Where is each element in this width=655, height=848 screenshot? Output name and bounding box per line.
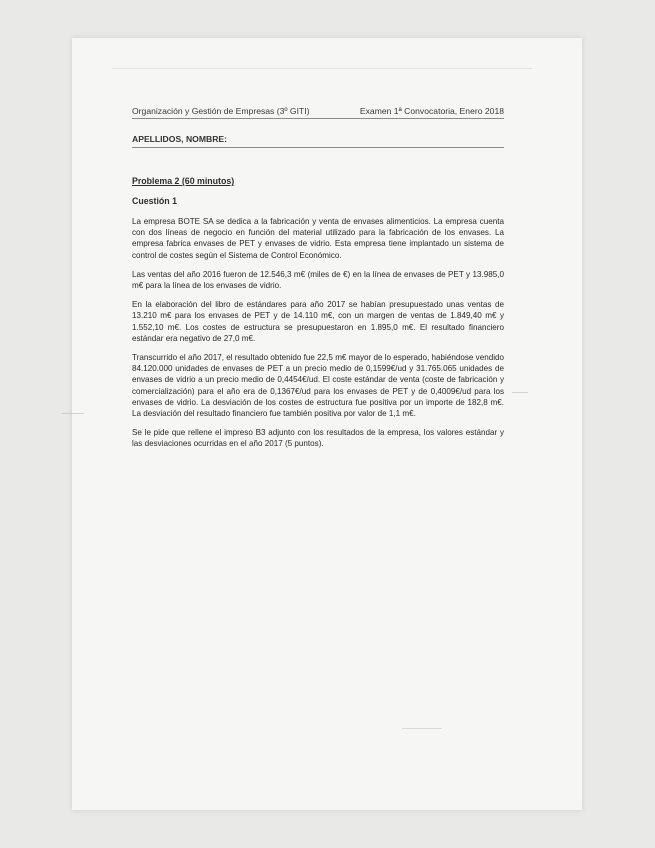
paragraph-results-2017: Transcurrido el año 2017, el resultado obtenido fue 22,5 m€ mayor de lo esperado, habiéndose vendido 84.120.000 unidades de envases de PET a un precio medio de 0,1599€/ud y 31.765.065 unidades de envases de vidrio a un precio medio de 0,4454€/ud. El coste estándar de venta (coste de fabricación y comercialización) para el año era de 0,1367€/ud para los envases de PET y de 0,4009€/ud para los envases de vidrio. La desviación de los costes de estructura fue positiva por un importe de 182,8 m€. La desviación del resultado financiero fue también positiva por valor de 1,1 m€. (132, 353, 504, 419)
scan-artifact-top (112, 68, 532, 69)
exam-session: Examen 1ª Convocatoria, Enero 2018 (359, 106, 504, 116)
paragraph-company: La empresa BOTE SA se dedica a la fabricación y venta de envases alimenticios. La empresa cuenta con dos líneas de negocio en función del material utilizado para la fabricación de los envases. La empresa fabrica envases de PET y envases de vidrio. Esta empresa tiene implantado un sistema de control de costes según el Sistema de Control Económico. (132, 217, 504, 260)
margin-mark-left (62, 413, 84, 414)
exam-header (132, 106, 504, 119)
scan-artifact-bottom (402, 728, 442, 729)
course-title: Organización y Gestión de Empresas (3º GITI) (132, 106, 310, 116)
problem-statement (132, 216, 504, 458)
exam-page (72, 38, 582, 810)
problem-title: Problema 2 (60 minutos) (132, 176, 235, 186)
margin-mark-right (512, 392, 528, 393)
paragraph-sales-2016: Las ventas del año 2016 fueron de 12.546,3 m€ (miles de €) en la línea de envases de PET y 13.985,0 m€ para la línea de los envases de vidrio. (132, 269, 504, 291)
student-name-field: APELLIDOS, NOMBRE: (132, 134, 504, 148)
paragraph-task: Se le pide que rellene el impreso B3 adjunto con los resultados de la empresa, los valores estándar y las desviaciones ocurridas en el año 2017 (5 puntos). (132, 428, 504, 449)
question-title: Cuestión 1 (132, 196, 177, 206)
paragraph-standards-2017: En la elaboración del libro de estándares para año 2017 se habían presupuestado unas ventas de 13.210 m€ para los envases de PET y de 14.110 m€, con un margen de ventas de 1.849,40 m€ y 1.552,10 m€. Los costes de estructura se presupuestaron en 1.895,0 m€. El resultado financiero estándar era negativo de 27,0 m€. (132, 300, 504, 343)
